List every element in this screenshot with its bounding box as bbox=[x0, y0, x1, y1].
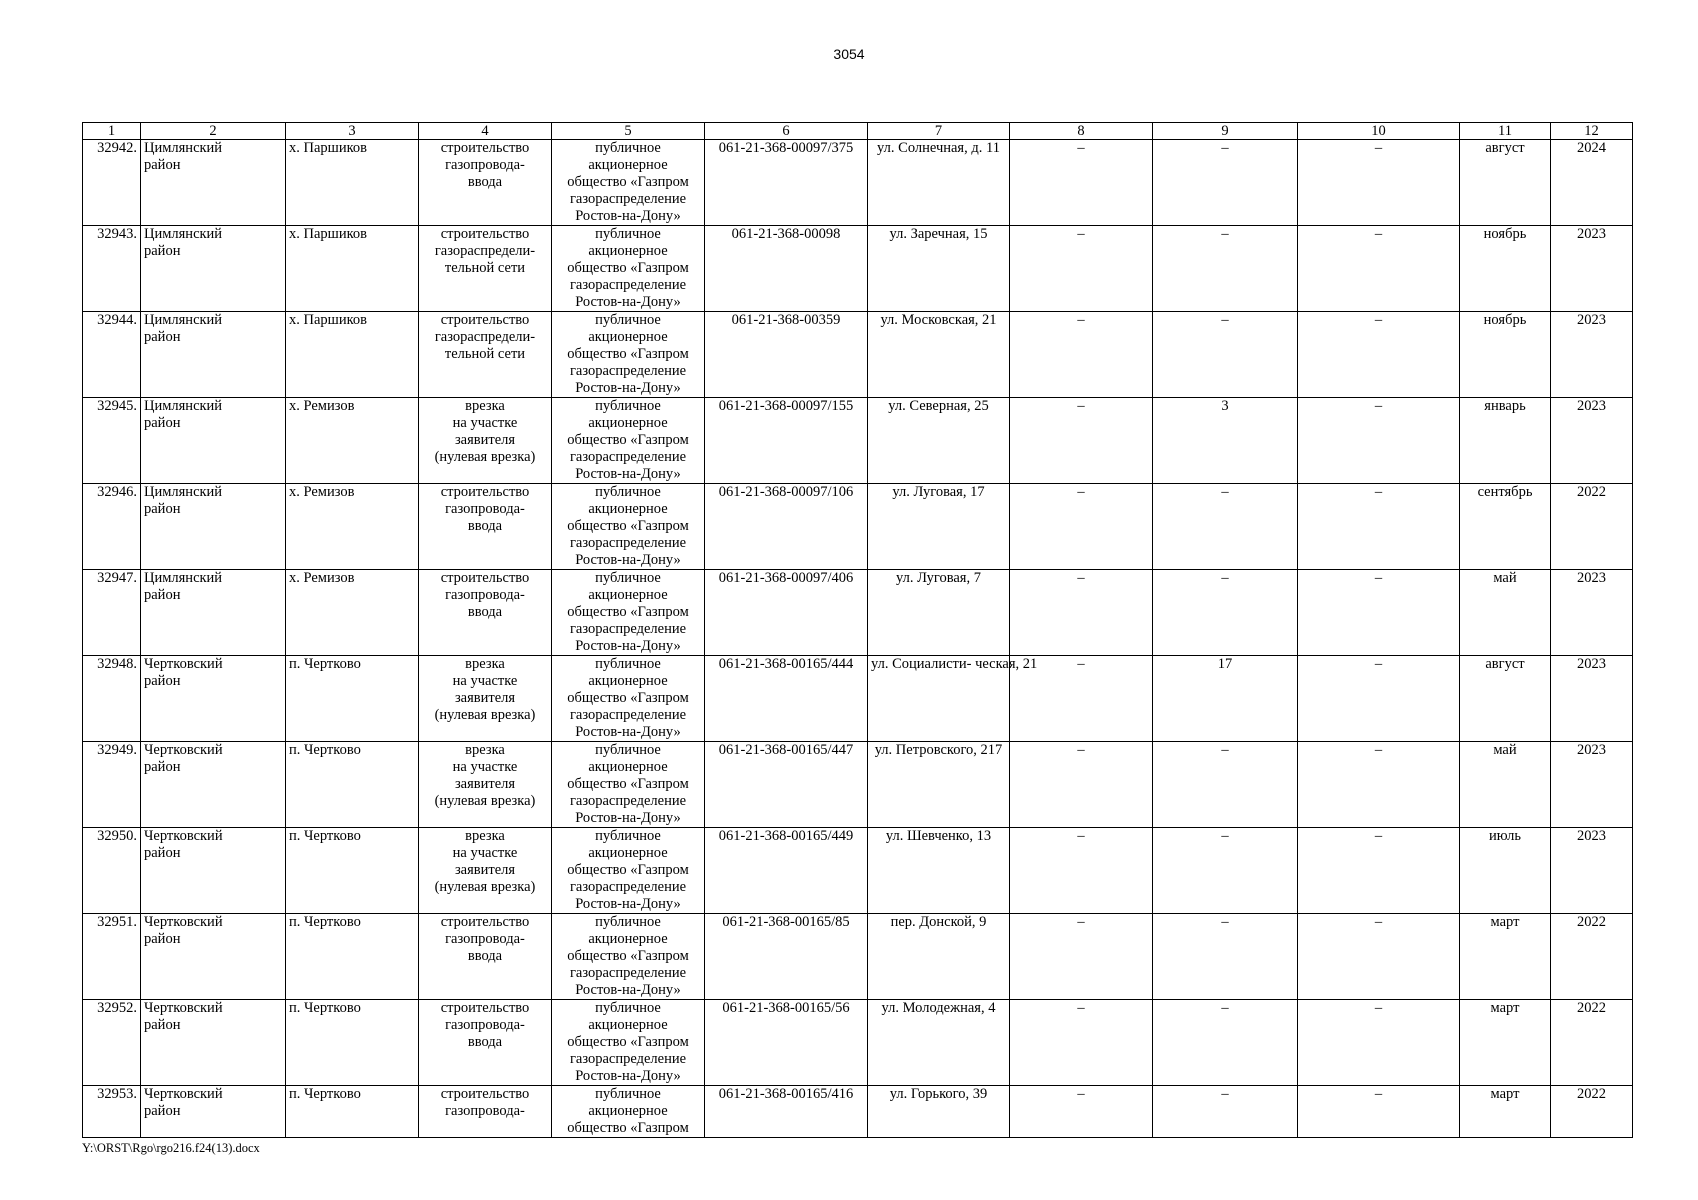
work-type-cell: строительство газопровода- bbox=[419, 1086, 552, 1138]
year-cell: 2023 bbox=[1551, 828, 1633, 914]
column-header-9: 9 bbox=[1153, 123, 1298, 140]
column-header-5: 5 bbox=[552, 123, 705, 140]
district-cell: Чертковский район bbox=[141, 742, 286, 828]
month-cell: июль bbox=[1460, 828, 1551, 914]
col9-cell: – bbox=[1153, 140, 1298, 226]
col10-cell: – bbox=[1298, 1000, 1460, 1086]
row-number: 32945. bbox=[83, 398, 141, 484]
col8-cell: – bbox=[1010, 226, 1153, 312]
district-cell: Чертковский район bbox=[141, 656, 286, 742]
col10-cell: – bbox=[1298, 1086, 1460, 1138]
column-header-10: 10 bbox=[1298, 123, 1460, 140]
col9-cell: – bbox=[1153, 1000, 1298, 1086]
col8-cell: – bbox=[1010, 1000, 1153, 1086]
col10-cell: – bbox=[1298, 140, 1460, 226]
address-cell: ул. Луговая, 17 bbox=[868, 484, 1010, 570]
district-cell: Цимлянский район bbox=[141, 398, 286, 484]
work-type-cell: строительство газопровода- ввода bbox=[419, 570, 552, 656]
column-header-7: 7 bbox=[868, 123, 1010, 140]
district-cell: Цимлянский район bbox=[141, 140, 286, 226]
column-header-4: 4 bbox=[419, 123, 552, 140]
code-cell: 061-21-368-00165/444 bbox=[705, 656, 868, 742]
locality-cell: п. Чертково bbox=[286, 1000, 419, 1086]
address-cell: ул. Северная, 25 bbox=[868, 398, 1010, 484]
organization-cell: публичное акционерное общество «Газпром газораспределение Ростов-на-Дону» bbox=[552, 398, 705, 484]
code-cell: 061-21-368-00165/416 bbox=[705, 1086, 868, 1138]
row-number: 32946. bbox=[83, 484, 141, 570]
row-number: 32953. bbox=[83, 1086, 141, 1138]
col8-cell: – bbox=[1010, 140, 1153, 226]
col8-cell: – bbox=[1010, 398, 1153, 484]
year-cell: 2023 bbox=[1551, 570, 1633, 656]
month-cell: ноябрь bbox=[1460, 312, 1551, 398]
locality-cell: п. Чертково bbox=[286, 1086, 419, 1138]
row-number: 32943. bbox=[83, 226, 141, 312]
table-row bbox=[83, 656, 1633, 742]
district-cell: Цимлянский район bbox=[141, 226, 286, 312]
address-cell: ул. Луговая, 7 bbox=[868, 570, 1010, 656]
row-number: 32949. bbox=[83, 742, 141, 828]
month-cell: январь bbox=[1460, 398, 1551, 484]
locality-cell: х. Ремизов bbox=[286, 570, 419, 656]
table-row bbox=[83, 226, 1633, 312]
work-type-cell: строительство газопровода- ввода bbox=[419, 1000, 552, 1086]
organization-cell: публичное акционерное общество «Газпром газораспределение Ростов-на-Дону» bbox=[552, 742, 705, 828]
code-cell: 061-21-368-00359 bbox=[705, 312, 868, 398]
month-cell: март bbox=[1460, 1000, 1551, 1086]
row-number: 32947. bbox=[83, 570, 141, 656]
address-cell: пер. Донской, 9 bbox=[868, 914, 1010, 1000]
organization-cell: публичное акционерное общество «Газпром газораспределение Ростов-на-Дону» bbox=[552, 828, 705, 914]
organization-cell: публичное акционерное общество «Газпром газораспределение Ростов-на-Дону» bbox=[552, 914, 705, 1000]
col10-cell: – bbox=[1298, 398, 1460, 484]
month-cell: май bbox=[1460, 570, 1551, 656]
address-cell: ул. Заречная, 15 bbox=[868, 226, 1010, 312]
data-table bbox=[82, 122, 1633, 1138]
code-cell: 061-21-368-00165/85 bbox=[705, 914, 868, 1000]
organization-cell: публичное акционерное общество «Газпром газораспределение Ростов-на-Дону» bbox=[552, 484, 705, 570]
column-header-12: 12 bbox=[1551, 123, 1633, 140]
organization-cell: публичное акционерное общество «Газпром газораспределение Ростов-на-Дону» bbox=[552, 226, 705, 312]
col8-cell: – bbox=[1010, 312, 1153, 398]
col8-cell: – bbox=[1010, 570, 1153, 656]
col9-cell: 17 bbox=[1153, 656, 1298, 742]
table-row bbox=[83, 1086, 1633, 1138]
page-number: 3054 bbox=[833, 46, 865, 62]
code-cell: 061-21-368-00097/155 bbox=[705, 398, 868, 484]
col9-cell: – bbox=[1153, 226, 1298, 312]
col8-cell: – bbox=[1010, 656, 1153, 742]
table-row bbox=[83, 914, 1633, 1000]
col10-cell: – bbox=[1298, 914, 1460, 1000]
work-type-cell: строительство газопровода- ввода bbox=[419, 484, 552, 570]
address-cell: ул. Солнечная, д. 11 bbox=[868, 140, 1010, 226]
organization-cell: публичное акционерное общество «Газпром газораспределение Ростов-на-Дону» bbox=[552, 140, 705, 226]
col9-cell: – bbox=[1153, 742, 1298, 828]
col9-cell: – bbox=[1153, 828, 1298, 914]
month-cell: ноябрь bbox=[1460, 226, 1551, 312]
col10-cell: – bbox=[1298, 226, 1460, 312]
col9-cell: – bbox=[1153, 914, 1298, 1000]
address-cell: ул. Горького, 39 bbox=[868, 1086, 1010, 1138]
row-number: 32951. bbox=[83, 914, 141, 1000]
column-header-1: 1 bbox=[83, 123, 141, 140]
table-row bbox=[83, 484, 1633, 570]
col9-cell: – bbox=[1153, 484, 1298, 570]
locality-cell: х. Ремизов bbox=[286, 398, 419, 484]
row-number: 32944. bbox=[83, 312, 141, 398]
table-body bbox=[83, 140, 1633, 1138]
year-cell: 2023 bbox=[1551, 656, 1633, 742]
address-cell: ул. Молодежная, 4 bbox=[868, 1000, 1010, 1086]
district-cell: Чертковский район bbox=[141, 914, 286, 1000]
col9-cell: – bbox=[1153, 570, 1298, 656]
work-type-cell: строительство газопровода- ввода bbox=[419, 914, 552, 1000]
code-cell: 061-21-368-00097/375 bbox=[705, 140, 868, 226]
table-row bbox=[83, 742, 1633, 828]
address-cell: ул. Шевченко, 13 bbox=[868, 828, 1010, 914]
col10-cell: – bbox=[1298, 828, 1460, 914]
organization-cell: публичное акционерное общество «Газпром газораспределение Ростов-на-Дону» bbox=[552, 570, 705, 656]
row-number: 32950. bbox=[83, 828, 141, 914]
col8-cell: – bbox=[1010, 1086, 1153, 1138]
code-cell: 061-21-368-00097/406 bbox=[705, 570, 868, 656]
locality-cell: х. Паршиков bbox=[286, 226, 419, 312]
code-cell: 061-21-368-00165/449 bbox=[705, 828, 868, 914]
month-cell: сентябрь bbox=[1460, 484, 1551, 570]
organization-cell: публичное акционерное общество «Газпром газораспределение Ростов-на-Дону» bbox=[552, 656, 705, 742]
year-cell: 2024 bbox=[1551, 140, 1633, 226]
work-type-cell: строительство газораспредели- тельной сети bbox=[419, 226, 552, 312]
locality-cell: п. Чертково bbox=[286, 742, 419, 828]
year-cell: 2023 bbox=[1551, 226, 1633, 312]
col10-cell: – bbox=[1298, 656, 1460, 742]
locality-cell: п. Чертково bbox=[286, 914, 419, 1000]
work-type-cell: врезка на участке заявителя (нулевая врезка) bbox=[419, 398, 552, 484]
col8-cell: – bbox=[1010, 828, 1153, 914]
organization-cell: публичное акционерное общество «Газпром газораспределение Ростов-на-Дону» bbox=[552, 1000, 705, 1086]
year-cell: 2023 bbox=[1551, 742, 1633, 828]
code-cell: 061-21-368-00098 bbox=[705, 226, 868, 312]
col8-cell: – bbox=[1010, 742, 1153, 828]
table-row bbox=[83, 312, 1633, 398]
col10-cell: – bbox=[1298, 570, 1460, 656]
row-number: 32952. bbox=[83, 1000, 141, 1086]
address-cell: ул. Московская, 21 bbox=[868, 312, 1010, 398]
locality-cell: х. Паршиков bbox=[286, 140, 419, 226]
work-type-cell: строительство газопровода- ввода bbox=[419, 140, 552, 226]
organization-cell: публичное акционерное общество «Газпром bbox=[552, 1086, 705, 1138]
year-cell: 2022 bbox=[1551, 1000, 1633, 1086]
column-header-11: 11 bbox=[1460, 123, 1551, 140]
row-number: 32942. bbox=[83, 140, 141, 226]
locality-cell: х. Паршиков bbox=[286, 312, 419, 398]
code-cell: 061-21-368-00165/56 bbox=[705, 1000, 868, 1086]
month-cell: август bbox=[1460, 656, 1551, 742]
col10-cell: – bbox=[1298, 742, 1460, 828]
year-cell: 2022 bbox=[1551, 484, 1633, 570]
table-row bbox=[83, 398, 1633, 484]
col9-cell: – bbox=[1153, 1086, 1298, 1138]
table-header bbox=[83, 123, 1633, 140]
month-cell: август bbox=[1460, 140, 1551, 226]
footer-file-path: Y:\ORST\Rgo\rgo216.f24(13).docx bbox=[82, 1141, 260, 1155]
table-row bbox=[83, 570, 1633, 656]
col10-cell: – bbox=[1298, 484, 1460, 570]
work-type-cell: строительство газораспредели- тельной сети bbox=[419, 312, 552, 398]
month-cell: март bbox=[1460, 914, 1551, 1000]
address-cell: ул. Социалисти- ческая, 21 bbox=[868, 656, 1010, 742]
organization-cell: публичное акционерное общество «Газпром газораспределение Ростов-на-Дону» bbox=[552, 312, 705, 398]
code-cell: 061-21-368-00165/447 bbox=[705, 742, 868, 828]
col10-cell: – bbox=[1298, 312, 1460, 398]
locality-cell: х. Ремизов bbox=[286, 484, 419, 570]
district-cell: Цимлянский район bbox=[141, 570, 286, 656]
column-header-3: 3 bbox=[286, 123, 419, 140]
col9-cell: – bbox=[1153, 312, 1298, 398]
code-cell: 061-21-368-00097/106 bbox=[705, 484, 868, 570]
column-header-2: 2 bbox=[141, 123, 286, 140]
work-type-cell: врезка на участке заявителя (нулевая врезка) bbox=[419, 742, 552, 828]
year-cell: 2022 bbox=[1551, 1086, 1633, 1138]
district-cell: Цимлянский район bbox=[141, 312, 286, 398]
header-row bbox=[83, 123, 1633, 140]
col9-cell: 3 bbox=[1153, 398, 1298, 484]
district-cell: Цимлянский район bbox=[141, 484, 286, 570]
locality-cell: п. Чертково bbox=[286, 656, 419, 742]
address-cell: ул. Петровского, 217 bbox=[868, 742, 1010, 828]
year-cell: 2022 bbox=[1551, 914, 1633, 1000]
table-row bbox=[83, 140, 1633, 226]
table-row bbox=[83, 1000, 1633, 1086]
row-number: 32948. bbox=[83, 656, 141, 742]
col8-cell: – bbox=[1010, 484, 1153, 570]
col8-cell: – bbox=[1010, 914, 1153, 1000]
month-cell: март bbox=[1460, 1086, 1551, 1138]
district-cell: Чертковский район bbox=[141, 1086, 286, 1138]
work-type-cell: врезка на участке заявителя (нулевая врезка) bbox=[419, 828, 552, 914]
column-header-6: 6 bbox=[705, 123, 868, 140]
month-cell: май bbox=[1460, 742, 1551, 828]
year-cell: 2023 bbox=[1551, 398, 1633, 484]
column-header-8: 8 bbox=[1010, 123, 1153, 140]
work-type-cell: врезка на участке заявителя (нулевая врезка) bbox=[419, 656, 552, 742]
district-cell: Чертковский район bbox=[141, 828, 286, 914]
year-cell: 2023 bbox=[1551, 312, 1633, 398]
locality-cell: п. Чертково bbox=[286, 828, 419, 914]
district-cell: Чертковский район bbox=[141, 1000, 286, 1086]
table-row bbox=[83, 828, 1633, 914]
